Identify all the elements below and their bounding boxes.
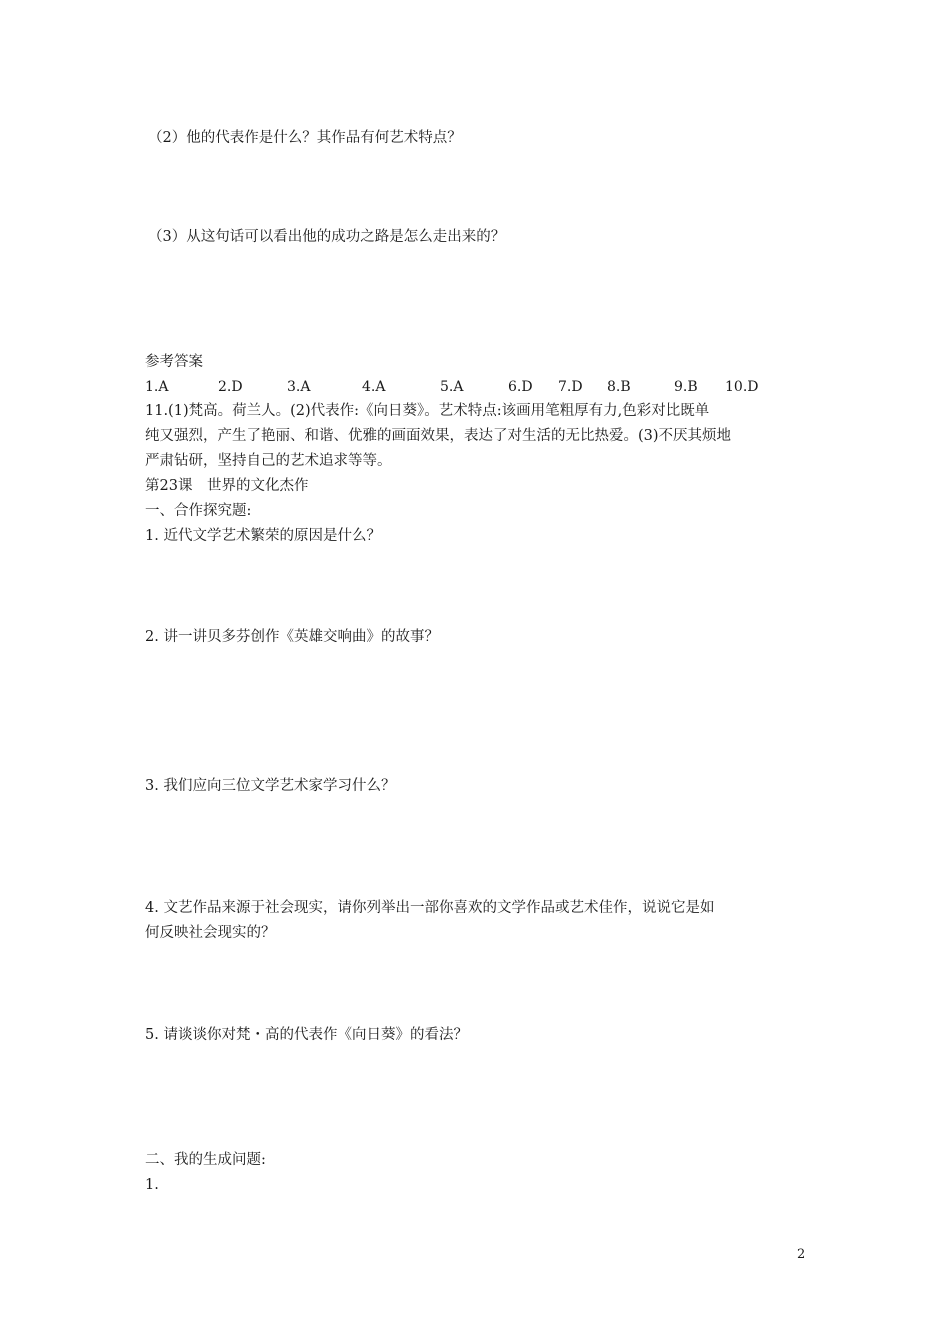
answer-9: 9.B [674,379,698,395]
question-3: （3）从这句话可以看出他的成功之路是怎么走出来的？ [148,229,506,245]
section-2-heading: 二、我的生成问题: [145,1152,266,1168]
answer-5: 5.A [440,379,464,395]
answer-11-line-1: 11.(1)梵高。荷兰人。(2)代表作:《向日葵》。艺术特点:该画用笔粗厚有力,色彩对比既单 [145,403,710,419]
answer-10: 10.D [725,379,759,395]
lesson-question-2: 2. 讲一讲贝多芬创作《英雄交响曲》的故事？ [145,629,439,645]
lesson-title: 第23课 世界的文化杰作 [145,478,309,494]
answer-2: 2.D [218,379,243,395]
answer-7: 7.D [558,379,583,395]
question-2: （2）他的代表作是什么？其作品有何艺术特点？ [148,130,462,146]
answers-heading: 参考答案 [145,354,203,370]
lesson-question-1: 1. 近代文学艺术繁荣的原因是什么？ [145,528,381,544]
answer-11-line-2: 纯又强烈，产生了艳丽、和谐、优雅的画面效果，表达了对生活的无比热爱。(3)不厌其烦地 [145,428,732,444]
lesson-question-4-line-2: 何反映社会现实的？ [145,925,276,941]
lesson-question-3: 3. 我们应向三位文学艺术家学习什么？ [145,778,396,794]
answer-3: 3.A [287,379,311,395]
answer-8: 8.B [607,379,631,395]
section-1-heading: 一、合作探究题: [145,503,252,519]
lesson-question-4-line-1: 4. 文艺作品来源于社会现实，请你列举出一部你喜欢的文学作品或艺术佳作，说说它是如 [145,900,715,916]
answer-4: 4.A [362,379,386,395]
answer-1: 1.A [145,379,169,395]
answer-6: 6.D [508,379,533,395]
generated-item-1: 1. [145,1177,159,1193]
lesson-question-5: 5. 请谈谈你对梵・高的代表作《向日葵》的看法？ [145,1027,468,1043]
page-number: 2 [797,1247,806,1262]
answer-11-line-3: 严肃钻研，坚持自己的艺术追求等等。 [145,453,392,469]
